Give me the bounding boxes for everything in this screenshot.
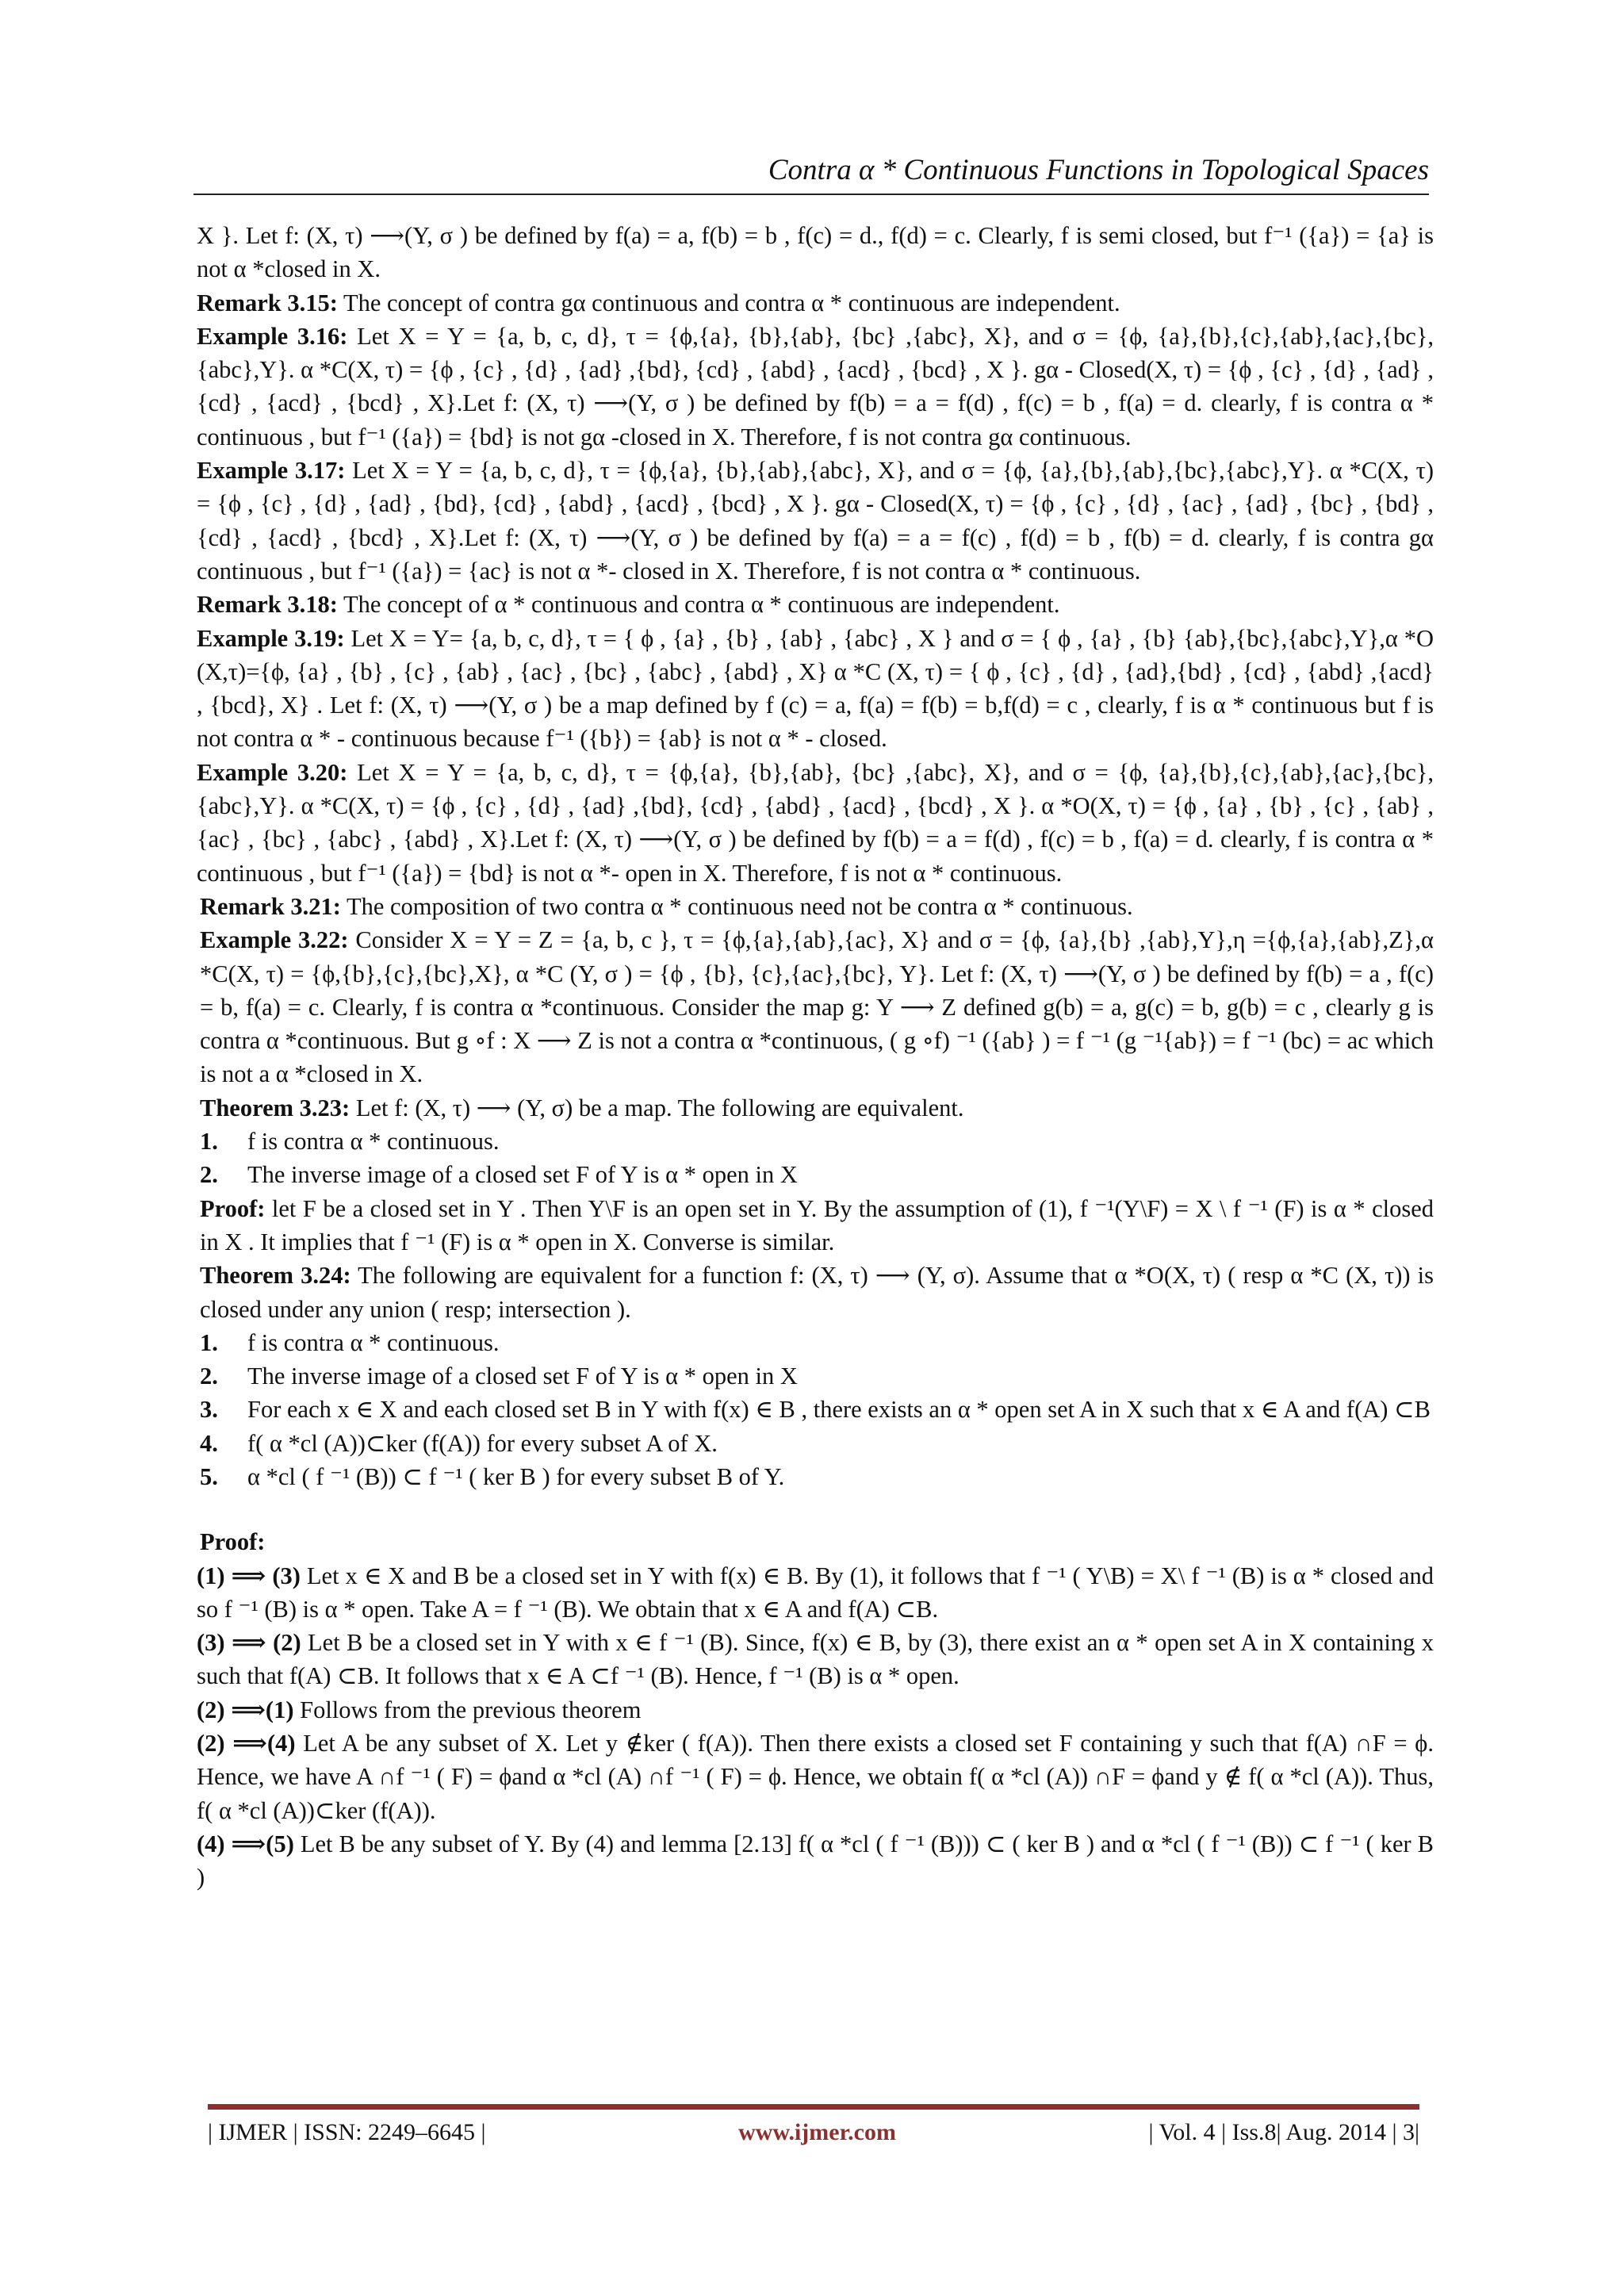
label: Remark 3.21: bbox=[200, 892, 341, 920]
label: (4) ⟹(5) bbox=[197, 1830, 294, 1857]
label: Example 3.19: bbox=[197, 624, 345, 652]
example-3-19 bbox=[197, 622, 1434, 756]
list-item: 1. f is contra α * continuous. bbox=[197, 1326, 1434, 1359]
proof-step-1-3 bbox=[197, 1559, 1434, 1627]
text: let F be a closed set in Y . Then Y\F is an open set in Y. By the assumption of (1), f ⁻¹(Y\F) = X \ f ⁻¹ (F) is α * closed in X . It implies that f ⁻¹ (F) is α * open in X. Converse is similar. bbox=[200, 1194, 1434, 1255]
example-3-16 bbox=[197, 320, 1434, 454]
header-title: Contra α * Continuous Functions in Topological Spaces bbox=[768, 154, 1429, 186]
label: Theorem 3.24: bbox=[200, 1262, 351, 1290]
footer-issue-info: | Vol. 4 | Iss.8| Aug. 2014 | 3| bbox=[1148, 2119, 1419, 2145]
text: Consider X = Y = Z = {a, b, c }, τ = {ϕ,{a},{ab},{ac}, X} and σ = {ϕ, {a},{b} ,{ab},Y},η ={ϕ,{a},{ab},Z},α *C(X, τ) = {ϕ,{b},{c},{bc},X}, α *C (Y, σ ) = {ϕ , {b}, {c},{ac},{bc}, Y}. Let f: (X, τ) ⟶(Y, σ ) be defined by f(b) = a , f(c) = b, f(a) = c. Clearly, f is contra α *continuous. Consider the map g: Y ⟶ Z defined g(b) = a, g(c) = b, g(b) = c , clearly g is contra α *continuous. But g ∘f : X ⟶ Z is not a contra α *continuous, ( g ∘f) ⁻¹ ({ab} ) = f ⁻¹ (g ⁻¹{ab}) = f ⁻¹ (bc) = ac which is not a α *closed in X. bbox=[200, 926, 1434, 1088]
text: Let X = Y = {a, b, c, d}, τ = {ϕ,{a}, {b},{ab},{abc}, X}, and σ = {ϕ, {a},{b},{ab},{bc},{abc},Y}. α *C(X, τ) = {ϕ , {c} , {d} , {ad} , {bd}, {cd} , {abd} , {acd} , {bcd} , X }. gα - Closed(X, τ) = {ϕ , {c} , {d} , {ac} , {ad} , {bc} , {bd} , {cd} , {acd} , {bcd} , X}.Let f: (X, τ) ⟶(Y, σ ) be defined by f(a) = a = f(c) , f(d) = b , f(b) = d. clearly, f is contra gα continuous , but f⁻¹ ({a}) = {ac} is not α *- closed in X. Therefore, f is not contra α * continuous. bbox=[197, 457, 1434, 585]
proof-step-4-5 bbox=[197, 1827, 1434, 1895]
footer-rule bbox=[208, 2104, 1419, 2110]
list-item: 4. f( α *cl (A))⊂ker (f(A)) for every subset A of X. bbox=[197, 1427, 1434, 1460]
text: Let B be any subset of Y. By (4) and lemma [2.13] f( α *cl ( f ⁻¹ (B))) ⊂ ( ker B ) and α *cl ( f ⁻¹ (B)) ⊂ f ⁻¹ ( ker B ) bbox=[197, 1830, 1434, 1892]
page-body bbox=[197, 219, 1434, 1895]
text: The concept of α * continuous and contra α * continuous are independent. bbox=[337, 591, 1060, 619]
label: Remark 3.18: bbox=[197, 591, 338, 619]
footer-journal-info: | IJMER | ISSN: 2249–6645 | bbox=[208, 2119, 486, 2145]
remark-3-21 bbox=[197, 890, 1434, 923]
list-item: 3. For each x ∈ X and each closed set B in Y with f(x) ∈ B , there exists an α * open set A in X such that x ∈ A and f(A) ⊂B bbox=[197, 1393, 1434, 1426]
text: The concept of contra gα continuous and contra α * continuous are independent. bbox=[337, 289, 1120, 316]
list-item: 2. The inverse image of a closed set F of Y is α * open in X bbox=[197, 1158, 1434, 1191]
label: (2) ⟹(1) bbox=[197, 1696, 294, 1723]
paragraph-continuation: X }. Let f: (X, τ) ⟶(Y, σ ) be defined by f(a) = a, f(b) = b , f(c) = d., f(d) = c. Clearly, f is semi closed, but f⁻¹ ({a}) = {a} is not α *closed in X. bbox=[197, 222, 1434, 283]
text: Let X = Y = {a, b, c, d}, τ = {ϕ,{a}, {b},{ab}, {bc} ,{abc}, X}, and σ = {ϕ, {a},{b},{c},{ab},{ac},{bc},{abc},Y}. α *C(X, τ) = {ϕ , {c} , {d} , {ad} ,{bd}, {cd} , {abd} , {acd} , {bcd} , X }. gα - Closed(X, τ) = {ϕ , {c} , {d} , {ad} , {cd} , {acd} , {bcd} , X}.Let f: (X, τ) ⟶(Y, σ ) be defined by f(b) = a = f(d) , f(c) = b , f(a) = d. clearly, f is contra α * continuous , but f⁻¹ ({a}) = {bd} is not gα -closed in X. Therefore, f is not contra gα continuous. bbox=[197, 322, 1434, 450]
proof-step-2-4 bbox=[197, 1727, 1434, 1827]
text: Let B be a closed set in Y with x ∈ f ⁻¹ (B). Since, f(x) ∈ B, by (3), there exist an α * open set A in X containing x such that f(A) ⊂B. It follows that x ∈ A ⊂f ⁻¹ (B). Hence, f ⁻¹ (B) is α * open. bbox=[197, 1629, 1434, 1690]
text: Let X = Y = {a, b, c, d}, τ = {ϕ,{a}, {b},{ab}, {bc} ,{abc}, X}, and σ = {ϕ, {a},{b},{c},{ab},{ac},{bc},{abc},Y}. α *C(X, τ) = {ϕ , {c} , {d} , {ad} ,{bd}, {cd} , {abd} , {acd} , {bcd} , X }. α *O(X, τ) = {ϕ , {a} , {b} , {c} , {ab} , {ac} , {bc} , {abc} , {abd} , X}.Let f: (X, τ) ⟶(Y, σ ) be defined by f(b) = a = f(d) , f(c) = b , f(a) = d. clearly, f is contra α * continuous , but f⁻¹ ({a}) = {bd} is not α *- open in X. Therefore, f is not α * continuous. bbox=[197, 758, 1434, 887]
text: The composition of two contra α * continuous need not be contra α * continuous. bbox=[340, 892, 1133, 920]
list-item-text: f( α *cl (A))⊂ker (f(A)) for every subset A of X. bbox=[247, 1429, 718, 1457]
list-item-text: α *cl ( f ⁻¹ (B)) ⊂ f ⁻¹ ( ker B ) for every subset B of Y. bbox=[247, 1462, 785, 1490]
text: Let A be any subset of X. Let y ∉ker ( f(A)). Then there exists a closed set F containing y such that f(A) ∩F = ϕ. Hence, we have A ∩f ⁻¹ ( F) = ϕand α *cl (A) ∩f ⁻¹ ( F) = ϕ. Hence, we obtain f( α *cl (A)) ∩F = ϕand y ∉ f( α *cl (A)). Thus, f( α *cl (A))⊂ker (f(A)). bbox=[197, 1730, 1434, 1824]
label: Example 3.16: bbox=[197, 322, 348, 350]
example-3-20 bbox=[197, 756, 1434, 890]
page-footer bbox=[208, 2119, 1419, 2146]
remark-3-15 bbox=[197, 286, 1434, 320]
list-item-text: f is contra α * continuous. bbox=[247, 1328, 500, 1356]
list-item-text: f is contra α * continuous. bbox=[247, 1128, 500, 1156]
proof-3-23 bbox=[197, 1192, 1434, 1259]
theorem-3-24 bbox=[197, 1259, 1434, 1326]
theorem-3-23 bbox=[197, 1091, 1434, 1125]
text: Let x ∈ X and B be a closed set in Y with f(x) ∈ B. By (1), it follows that f ⁻¹ ( Y\B) = X\ f ⁻¹ (B) is α * closed and so f ⁻¹ (B) is α * open. Take A = f ⁻¹ (B). We obtain that x ∈ A and f(A) ⊂B. bbox=[197, 1562, 1434, 1623]
label: Proof: bbox=[200, 1194, 266, 1222]
list-item-text: For each x ∈ X and each closed set B in Y with f(x) ∈ B , there exists an α * open set A in X such that x ∈ A and f(A) ⊂B bbox=[247, 1396, 1431, 1424]
label: Remark 3.15: bbox=[197, 289, 338, 316]
running-header bbox=[193, 152, 1429, 195]
label: (1) ⟹ (3) bbox=[197, 1562, 301, 1589]
text: The following are equivalent for a function f: (X, τ) ⟶ (Y, σ). Assume that α *O(X, τ) ( resp α *C (X, τ)) is closed under any union ( resp; intersection ). bbox=[200, 1262, 1434, 1323]
text: Let X = Y= {a, b, c, d}, τ = { ϕ , {a} , {b} , {ab} , {abc} , X } and σ = { ϕ , {a} , {b} {ab},{bc},{abc},Y},α *O (X,τ)={ϕ, {a} , {b} , {c} , {ab} , {ac} , {bc} , {abc} , {abd} , X} α *C (X, τ) = { ϕ , {c} , {d} , {ad},{bd} , {cd} , {abd} ,{acd} , {bcd}, X} . Let f: (X, τ) ⟶(Y, σ ) be a map defined by f (c) = a, f(a) = f(b) = b,f(d) = c , clearly, f is α * continuous but f is not contra α * - continuous because f⁻¹ ({b}) = {ab} is not α * - closed. bbox=[197, 624, 1434, 753]
proof-step-2-1 bbox=[197, 1693, 1434, 1727]
label: Example 3.20: bbox=[197, 758, 348, 786]
list-item-text: The inverse image of a closed set F of Y is α * open in X bbox=[247, 1161, 798, 1189]
list-item: 2. The inverse image of a closed set F of Y is α * open in X bbox=[197, 1359, 1434, 1393]
label: (3) ⟹ (2) bbox=[197, 1629, 301, 1657]
label: Theorem 3.23: bbox=[200, 1094, 350, 1121]
label: Example 3.22: bbox=[200, 926, 349, 954]
example-3-22 bbox=[197, 923, 1434, 1091]
footer-website-link[interactable]: www.ijmer.com bbox=[738, 2119, 896, 2145]
label: (2) ⟹(4) bbox=[197, 1730, 296, 1757]
proof-step-3-2 bbox=[197, 1626, 1434, 1693]
text: Let f: (X, τ) ⟶ (Y, σ) be a map. The following are equivalent. bbox=[350, 1094, 964, 1121]
remark-3-18 bbox=[197, 588, 1434, 621]
list-item-text: The inverse image of a closed set F of Y is α * open in X bbox=[247, 1363, 798, 1390]
list-item: 5. α *cl ( f ⁻¹ (B)) ⊂ f ⁻¹ ( ker B ) for every subset B of Y. bbox=[197, 1460, 1434, 1493]
proof-label: Proof: bbox=[200, 1528, 266, 1556]
text: Follows from the previous theorem bbox=[293, 1696, 642, 1723]
example-3-17 bbox=[197, 454, 1434, 588]
list-item: 1. f is contra α * continuous. bbox=[197, 1125, 1434, 1158]
label: Example 3.17: bbox=[197, 457, 346, 485]
